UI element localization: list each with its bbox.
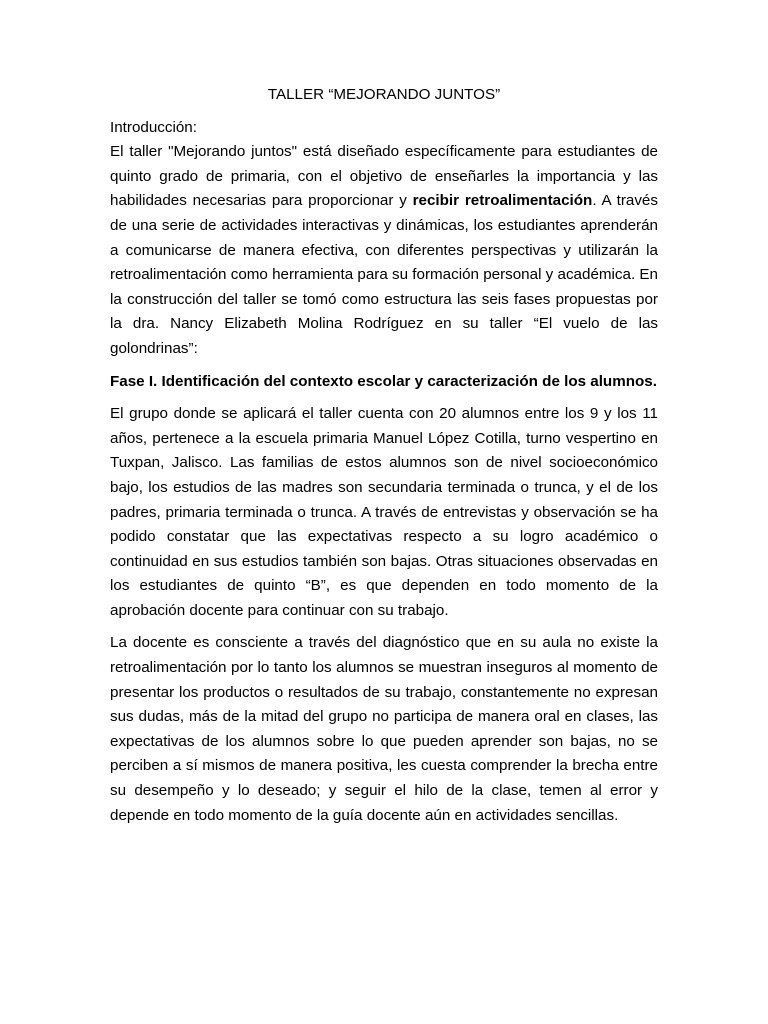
document-title: TALLER “MEJORANDO JUNTOS” bbox=[267, 86, 501, 103]
phase1-paragraph-1: El grupo donde se aplicará el taller cuenta con 20 alumnos entre los 9 y los 11 años, pertenece a la escuela primaria Manuel López Cotilla, turno vespertino en Tuxpan, Jalisco. Las familias de estos alumnos son de nivel socioeconómico bajo, los estudios de las madres son secundaria terminada o trunca, y el de los padres, primaria terminada o trunca. A través de entrevistas y observación se ha podido constatar que las expectativas respecto a su logro académico o continuidad en sus estudios también son bajas. Otras situaciones observadas en los estudiantes de quinto “B”, es que dependen en todo momento de la aprobación docente para continuar con su trabajo. bbox=[110, 405, 658, 619]
intro-label: Introducción: bbox=[110, 118, 197, 136]
phase1-paragraph-2: La docente es consciente a través del diagnóstico que en su aula no existe la retroalimentación por lo tanto los alumnos se muestran inseguros al momento de presentar los productos o resultados de su trabajo, constantemente no expresan sus dudas, más de la mitad del grupo no participa de manera oral en clases, las expectativas de los alumnos sobre lo que pueden aprender son bajas, no se perciben a sí mismos de manera positiva, les cuesta comprender la brecha entre su desempeño y lo deseado; y seguir el hilo de la clase, temen al error y depende en todo momento de la guía docente aún en actividades sencillas. bbox=[110, 634, 658, 824]
document-page bbox=[110, 83, 658, 828]
intro-bold-text: recibir retroalimentación bbox=[412, 192, 593, 210]
intro-text-end: . A través de una serie de actividades interactivas y dinámicas, los estudiantes aprenderán a comunicarse de manera efectiva, con diferentes perspectivas y utilizarán la retroalimentación como herramienta para su formación personal y académica. En la construcción del taller se tomó como estructura las seis fases propuestas por la dra. Nancy Elizabeth Molina Rodríguez en su taller “El vuelo de las golondrinas”: bbox=[110, 192, 658, 357]
intro-text-start: El taller "Mejorando juntos" está diseñado específicamente para estudiantes de quinto grado de primaria, con el objetivo de enseñarles la importancia y las habilidades necesarias para proporcionar y bbox=[110, 143, 658, 210]
intro-paragraph bbox=[110, 140, 658, 361]
phase1-heading: Fase I. Identificación del contexto escolar y caracterización de los alumnos. bbox=[110, 372, 657, 390]
